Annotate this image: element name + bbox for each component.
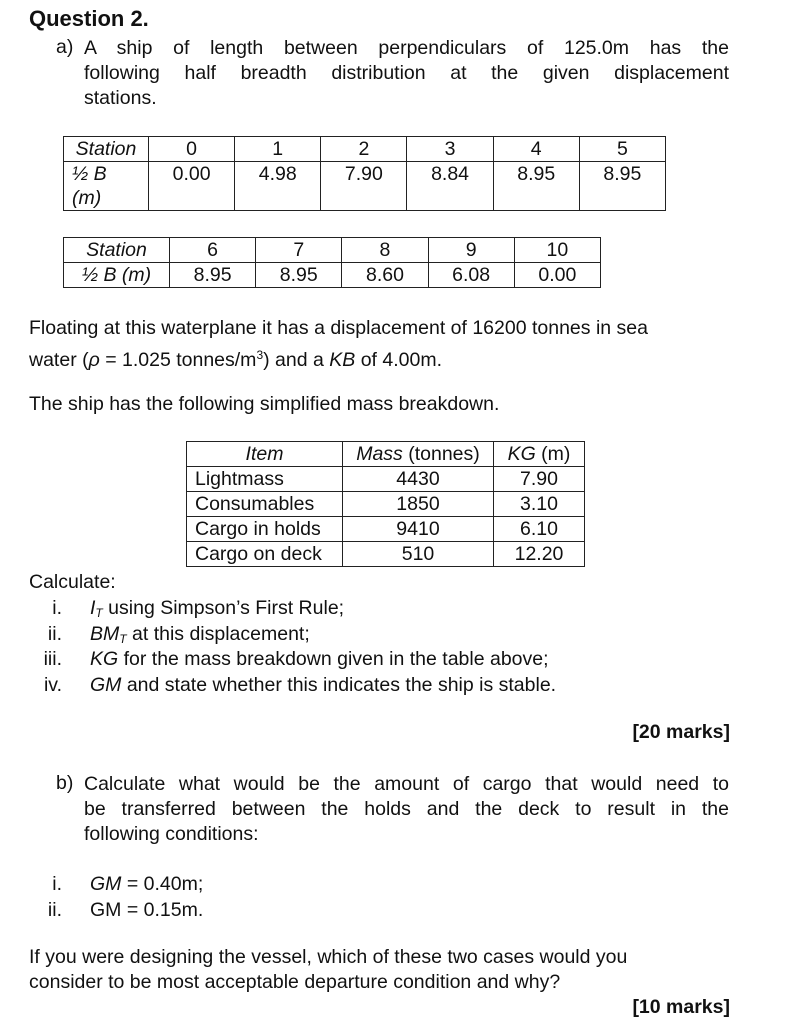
half-breadth-table-1: [63, 136, 666, 211]
station-cell: 2: [321, 137, 407, 162]
table-row: [64, 263, 601, 288]
marks-b: [10 marks]: [632, 996, 730, 1018]
station-cell: 5: [579, 137, 665, 162]
table-row: [64, 238, 601, 263]
condition-rest: = 0.15m.: [121, 899, 204, 921]
part-a-line-3: stations.: [84, 87, 157, 109]
part-b-line-3: following conditions:: [84, 823, 259, 845]
half-breadth-cell: 8.95: [493, 162, 579, 211]
item-cell: Consumables: [187, 492, 343, 517]
station-cell: 1: [235, 137, 321, 162]
mass-breakdown-table: [186, 441, 585, 567]
half-breadth-label: [64, 162, 149, 211]
condition-number: i.: [52, 873, 62, 895]
half-breadth-label: ½ B (m): [64, 263, 170, 288]
mass-cell: 1850: [343, 492, 494, 517]
superscript: 3: [256, 348, 264, 362]
condition-number: ii.: [47, 899, 62, 921]
task-rest: using Simpson’s First Rule;: [102, 597, 345, 619]
part-b-line-1: Calculate what would be the amount of cargo that would need to: [84, 773, 729, 795]
station-cell: 3: [407, 137, 493, 162]
task-number: ii.: [47, 622, 62, 645]
list-item: [0, 871, 400, 897]
part-b-label: b): [56, 772, 74, 794]
marks-a: [20 marks]: [632, 721, 730, 743]
station-header: Station: [64, 137, 149, 162]
kg-cell: 7.90: [494, 467, 585, 492]
table-row: [187, 517, 585, 542]
half-breadth-label-line-2: (m): [72, 187, 102, 209]
part-a-label: a): [56, 36, 74, 58]
condition-symbol: GM: [90, 873, 122, 895]
station-cell: 4: [493, 137, 579, 162]
item-cell: Cargo in holds: [187, 517, 343, 542]
text-span: = 1.025 tonnes/m: [99, 349, 257, 371]
station-cell: 6: [170, 238, 256, 263]
task-number: iii.: [43, 648, 62, 670]
half-breadth-table-2: [63, 237, 601, 288]
calculate-heading: Calculate:: [29, 571, 116, 593]
rho-symbol: ρ: [88, 349, 100, 371]
task-symbol: GM: [90, 673, 122, 696]
task-text: [90, 673, 556, 699]
mass-cell: 4430: [343, 467, 494, 492]
task-rest: and state whether this indicates the ship is stable.: [121, 673, 557, 696]
condition-symbol: GM: [90, 899, 122, 921]
task-rest: for the mass breakdown given in the table above;: [118, 648, 549, 670]
mass-header: [343, 442, 494, 467]
table-row: [64, 162, 666, 211]
part-a-line-1: A ship of length between perpendiculars of 125.0m has the: [84, 37, 729, 59]
mass-intro: The ship has the following simplified mass breakdown.: [29, 393, 500, 415]
table-row: [187, 492, 585, 517]
half-breadth-cell: 8.84: [407, 162, 493, 211]
closing-paragraph: [29, 945, 749, 995]
task-symbol: I: [90, 597, 96, 619]
table-row: [64, 137, 666, 162]
half-breadth-cell: 8.95: [170, 263, 256, 288]
list-item: [0, 622, 760, 648]
text-span: water (: [29, 349, 89, 371]
station-cell: 7: [256, 238, 342, 263]
condition-text: [90, 871, 203, 897]
kg-header-unit: (m): [535, 443, 571, 465]
task-subscript: T: [119, 631, 127, 646]
kg-cell: 6.10: [494, 517, 585, 542]
closing-line-1: If you were designing the vessel, which of these two cases would you: [29, 946, 628, 968]
item-cell: Lightmass: [187, 467, 343, 492]
task-list: [0, 596, 760, 698]
mass-cell: 510: [343, 542, 494, 567]
mass-header-symbol: Mass: [356, 443, 403, 465]
half-breadth-cell: 0.00: [149, 162, 235, 211]
list-item: [0, 673, 760, 699]
mass-cell: 9410: [343, 517, 494, 542]
list-item: [0, 897, 400, 923]
closing-line-2: consider to be most acceptable departure condition and why?: [29, 971, 561, 993]
task-rest: at this displacement;: [126, 622, 310, 645]
kg-cell: 3.10: [494, 492, 585, 517]
item-cell: Cargo on deck: [187, 542, 343, 567]
item-header: Item: [187, 442, 343, 467]
half-breadth-cell: 6.08: [428, 263, 514, 288]
kg-header: [494, 442, 585, 467]
condition-text: [90, 897, 203, 923]
station-cell: 0: [149, 137, 235, 162]
station-cell: 9: [428, 238, 514, 263]
kg-header-symbol: KG: [507, 443, 536, 465]
station-header: Station: [64, 238, 170, 263]
table-header-row: [187, 442, 585, 467]
floating-paragraph: [29, 315, 749, 374]
floating-line-2: [29, 342, 749, 374]
mass-header-unit: (tonnes): [402, 443, 480, 465]
half-breadth-label-line-1: ½ B: [72, 163, 107, 185]
list-item: [0, 596, 760, 622]
station-cell: 10: [514, 238, 600, 263]
condition-list: [0, 871, 400, 923]
half-breadth-cell: 7.90: [321, 162, 407, 211]
half-breadth-cell: 0.00: [514, 263, 600, 288]
task-symbol: BM: [90, 622, 120, 645]
condition-rest: = 0.40m;: [121, 873, 204, 895]
half-breadth-cell: 4.98: [235, 162, 321, 211]
table-row: [187, 467, 585, 492]
kg-cell: 12.20: [494, 542, 585, 567]
part-b-text: [84, 772, 729, 847]
station-cell: 8: [342, 238, 428, 263]
part-a-intro: [84, 36, 729, 111]
task-subscript: T: [95, 606, 103, 620]
part-b-line-2: be transferred between the holds and the deck to result in the: [84, 798, 729, 820]
task-number: iv.: [43, 673, 62, 696]
text-span: of 4.00m.: [355, 349, 442, 371]
task-symbol: KG: [90, 648, 119, 670]
table-row: [187, 542, 585, 567]
floating-line-1: Floating at this waterplane it has a displacement of 16200 tonnes in sea: [29, 317, 648, 339]
kb-symbol: KB: [329, 349, 356, 371]
question-title: Question 2.: [29, 6, 149, 31]
part-a-line-2: following half breadth distribution at the given displacement: [84, 62, 729, 84]
half-breadth-cell: 8.95: [579, 162, 665, 211]
half-breadth-cell: 8.95: [256, 263, 342, 288]
task-number: i.: [52, 597, 62, 619]
half-breadth-cell: 8.60: [342, 263, 428, 288]
list-item: [0, 647, 760, 673]
text-span: ) and a: [263, 349, 330, 371]
task-text: [90, 647, 549, 673]
